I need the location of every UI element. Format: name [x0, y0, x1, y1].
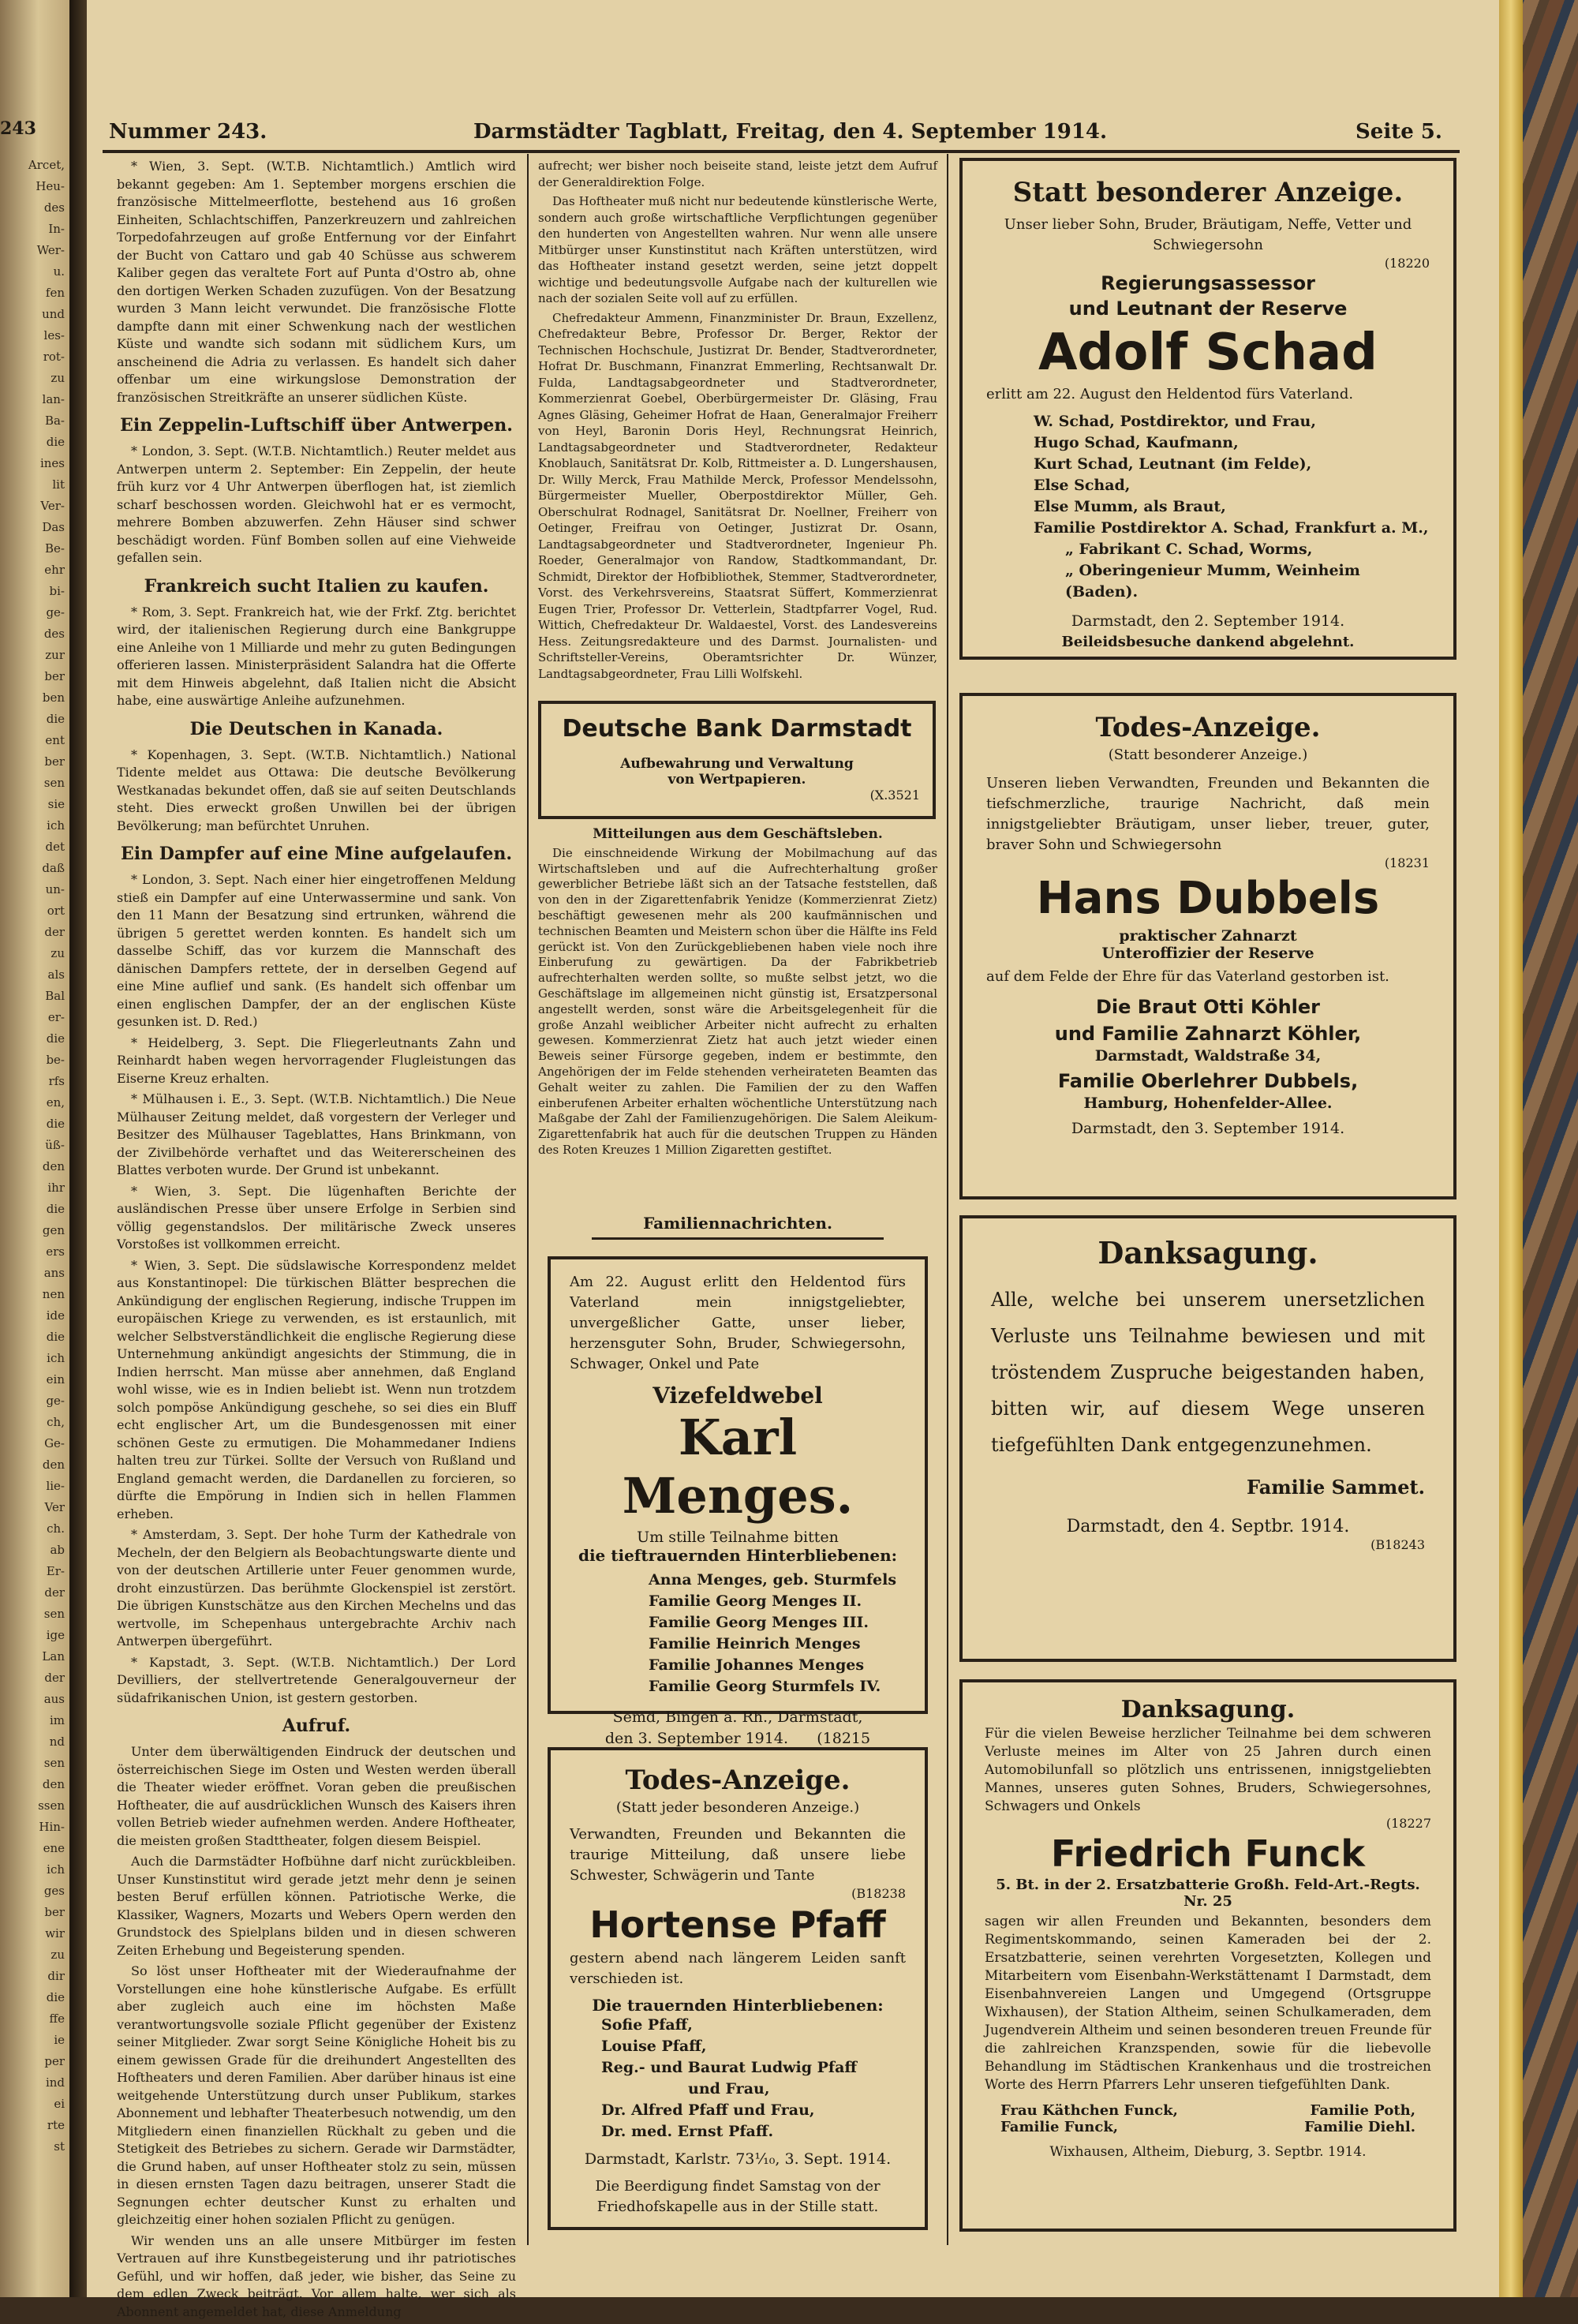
previous-page-line: ge- [46, 1394, 65, 1408]
previous-page-line: gen [42, 1223, 65, 1237]
dubbels-name: Hans Dubbels [1036, 873, 1380, 924]
previous-page-fragment [0, 0, 69, 2297]
schad-name: Adolf Schad [1038, 324, 1378, 382]
previous-page-line: zur [45, 648, 65, 662]
obituary-hortense-pfaff [548, 1747, 928, 2230]
previous-page-line: im [49, 1713, 65, 1727]
schad-family-7: „ Fabrikant C. Schad, Worms, [1065, 541, 1313, 558]
column-rule-1 [527, 154, 529, 2245]
previous-page-line: zu [50, 1948, 65, 1962]
sammet-text: Alle, welche bei unserem unersetzlichen Verluste uns Teilnahme bewiesen und mit tröstendem Zuspruche beigestanden haben, bitten wir, auf diesem Wege unseren tiefgefühlten Dank entgegenzunehmen. [991, 1289, 1425, 1456]
previous-page-line: Heu- [36, 179, 65, 193]
aufruf-para-3: So löst unser Hoftheater mit der Wiederaufnahme der Vorstellungen eine hohe künstlerische Aufgabe. Es erfüllt aber zugleich auch eine im höchsten Maße verantwortungsvolle soziale Pflicht gegenüber der Existenz seiner Mitglieder. Zwar sorgt Seine Königliche Hoheit bis zu einem gewissen Grade für die dreihundert Angestellten des Hoftheaters und deren Familien. Aber darüber hinaus ist eine weitgehende Unterstützung durch unser Publikum, starkes Abonnement und lebhafter Theaterbesuch notwendig, um den Mitgliedern einen finanziellen Rückhalt zu geben und die Stetigkeit des Betriebes zu sichern. Gerade wir Darmstädter, die Grund haben, auf unser Hoftheater stolz zu sein, müssen in diesen ernsten Tagen dazu beitragen, unserer Stadt die Segnungen echter deutscher Kunst zu erhalten und gleichzeitig einer hohen sozialen Pflicht zu genügen. [117, 1963, 516, 2227]
previous-page-line: ges [43, 1884, 65, 1898]
previous-page-line: ich [47, 818, 65, 833]
previous-page-line: Bal [45, 989, 65, 1003]
newspaper-page [87, 0, 1499, 2319]
previous-page-line: rfs [48, 1074, 65, 1088]
schad-family-4: Else Schad, [1034, 477, 1131, 494]
news-kapstadt: * Kapstadt, 3. Sept. (W.T.B. Nichtamtlich.) Der Lord Devilliers, der stellvertretende Generalgouverneur der südafrikanischen Union, ist gestern gestorben. [117, 1654, 516, 1705]
funck-sig-1a: Frau Käthchen Funck, [1000, 2102, 1178, 2119]
obituary-hans-dubbels [959, 693, 1456, 1199]
funck-code: (18227 [1385, 1816, 1431, 1831]
schad-intro: Unser lieber Sohn, Bruder, Bräutigam, Neffe, Vetter und Schwiegersohn [1004, 216, 1412, 253]
schad-code: (18220 [1384, 256, 1430, 271]
danksagung-sammet [959, 1215, 1456, 1662]
previous-page-line: per [44, 2054, 65, 2068]
previous-page-line: den [42, 1458, 65, 1472]
previous-page-line: lan- [42, 392, 65, 406]
dubbels-profession: praktischer Zahnarzt [1119, 927, 1297, 945]
previous-page-line: ssen [38, 1798, 65, 1813]
pfaff-family-3: Reg.- und Baurat Ludwig Pfaff [601, 2059, 858, 2076]
page-number: Seite 5. [1356, 120, 1442, 144]
sammet-title: Danksagung. [1097, 1235, 1318, 1271]
headline-aufruf: Aufruf. [282, 1716, 351, 1736]
funck-sig-row-2 [985, 2119, 1431, 2135]
previous-page-line: ie [54, 2033, 65, 2047]
previous-page-line: ich [47, 1862, 65, 1877]
previous-page-line: ehr [44, 563, 65, 577]
previous-page-line: u. [53, 264, 65, 279]
pfaff-family-1: Sofie Pfaff, [601, 2016, 693, 2034]
dubbels-rank: Unteroffizier der Reserve [1101, 945, 1314, 962]
previous-page-line: ans [43, 1266, 65, 1280]
previous-page-line: Hin- [39, 1820, 65, 1834]
funck-sig-row-1 [985, 2102, 1431, 2119]
previous-page-line: sen [43, 1607, 65, 1621]
previous-page-line: die [46, 1117, 65, 1131]
schad-rank-2: und Leutnant der Reserve [1068, 298, 1348, 320]
news-wien-flotte: * Wien, 3. Sept. (W.T.B. Nichtamtlich.) Amtlich wird bekannt gegeben: Am 1. September morgens erschien die französische Mittelmeerflotte, bestehend aus 16 großen Einheiten, Schlachtschiffen, Panzerkreuzern und zahlreichen Torpedofahrzeugen auf große Entfernung vor der Einfahrt der Bucht von Cattaro und gab 40 Schüsse aus schwerem Kaliber gegen das veraltete Fort auf Punta d'Ostro ab, ohne den dortigen Werken Schaden zuzufügen. Von der Besatzung wurden 3 Mann leicht verwundet. Die französische Flotte dampfte dann mit einer Schwenkung nach der westlichen Küste und wandte sich sodann mit südlichem Kurs, um anscheinend die Adria zu verlassen. Es handelt sich daher offenbar um eine wirkungslose Demonstration der französischen Streitkräfte an unserer südlichen Küste. [117, 159, 516, 405]
sammet-signature: Familie Sammet. [1246, 1476, 1425, 1499]
previous-page-line: ch, [47, 1415, 65, 1429]
previous-page-line: dir [47, 1969, 65, 1983]
book-edge [1499, 0, 1578, 2297]
funck-name: Friedrich Funck [1050, 1832, 1366, 1875]
schad-family-2: Hugo Schad, Kaufmann, [1034, 434, 1239, 451]
previous-page-line: ind [45, 2075, 65, 2090]
pfaff-title: Todes-Anzeige. [625, 1765, 851, 1796]
previous-page-line: die [46, 1990, 65, 2004]
previous-page-line: ab [50, 1543, 65, 1557]
previous-page-line: les- [43, 328, 65, 342]
previous-page-line: In- [48, 222, 65, 236]
previous-page-line: den [42, 1159, 65, 1173]
previous-page-line: Lan [42, 1649, 65, 1663]
schad-text: erlitt am 22. August den Heldentod fürs Vaterland. [986, 386, 1354, 402]
previous-page-line: ber [44, 669, 65, 683]
dubbels-date: Darmstadt, den 3. September 1914. [1071, 1120, 1345, 1137]
news-london-zeppelin: * London, 3. Sept. (W.T.B. Nichtamtlich.) Reuter meldet aus Antwerpen unterm 2. September: Ein Zeppelin, der heute früh kurz vor 4 Uhr Antwerpen überflogen hat, ist ziemlich scharf beschossen worden. Gleichwohl hat er es vermocht, mehrere Bomben abzuwerfen. Zehn Häuser sind schwer beschädigt worden. Fünf Bomben sollen auf eine Viehweide gefallen sein. [117, 443, 516, 565]
menges-family [649, 1570, 906, 1697]
menges-family-2: Familie Georg Menges II. [649, 1592, 862, 1610]
previous-page-line: ben [42, 690, 65, 705]
previous-page-line: nen [42, 1287, 65, 1301]
aufruf-para-4: Wir wenden uns an alle unsere Mitbürger im festen Vertrauen auf ihre Kunstbegeisterung und ihr patriotisches Gefühl, und wir hoffen, daß jeder, wie bisher, das Seine zu dem edlen Zweck beiträgt. Vor allem halte, wer sich als Abonnent angemeldet hat, diese Anmeldung [117, 2232, 516, 2319]
menges-intro: Am 22. August erlitt den Heldentod fürs Vaterland mein innigstgeliebter, unvergeßlicher Gatte, unser lieber, herzensguter Sohn, Bruder, Schwiegersohn, Schwager, Onkel und Pate [570, 1274, 906, 1372]
previous-page-line: ber [44, 754, 65, 769]
dubbels-family-4: Familie Oberlehrer Dubbels, [1057, 1070, 1359, 1092]
menges-code: (18215 [817, 1730, 871, 1747]
previous-page-line: Wer- [36, 243, 65, 257]
previous-page-line: daß [42, 861, 65, 875]
previous-page-line: en, [46, 1095, 65, 1110]
previous-page-line: lit [52, 477, 65, 492]
news-muelhausen: * Mülhausen i. E., 3. Sept. (W.T.B. Nichtamtlich.) Die Neue Mülhauser Zeitung meldet, daß vorgestern der Verleger und Besitzer des Mülhauser Tageblattes, Hans Brinkmann, von der Zivilbehörde verhaftet und das Weitererscheinen des Blattes verboten wurde. Der Grund ist unbekannt. [117, 1091, 516, 1177]
schad-family-8: „ Oberingenieur Mumm, Weinheim (Baden). [1065, 562, 1360, 601]
funck-sig-1b: Familie Poth, [1310, 2102, 1415, 2119]
previous-page-line: ge- [46, 605, 65, 619]
previous-page-line: ige [46, 1628, 65, 1642]
news-london-mine: * London, 3. Sept. Nach einer hier eingetroffenen Meldung stieß ein Dampfer auf eine Unterwassermine und sank. Von den 11 Mann der Besatzung sind ertrunken, während die übrigen 5 gerettet werden konnten. Es handelt sich um dasselbe Schiff, das vor kurzem die Mannschaft des dänischen Dampfers rettete, der in derselben Gegend auf eine Mine auflief und sank. (Es handelt sich offenbar um einen englischen Dampfer, der an der englischen Küste gesunken ist. D. Red.) [117, 872, 516, 1029]
schad-family-6: Familie Postdirektor A. Schad, Frankfurt a. M., [1034, 519, 1429, 537]
sammet-code: (B18243 [1370, 1537, 1425, 1552]
menges-place: Semd, Bingen a. Rh., Darmstadt, [612, 1708, 863, 1726]
pfaff-family-6: Dr. med. Ernst Pfaff. [601, 2123, 774, 2140]
previous-page-line: die [46, 1330, 65, 1344]
menges-family-4: Familie Heinrich Menges [649, 1635, 861, 1652]
previous-page-line: aus [43, 1692, 65, 1706]
news-amsterdam: * Amsterdam, 3. Sept. Der hohe Turm der Kathedrale von Mecheln, der den Belgiern als Beobachtungswarte diente und von der deutschen Artillerie unter Feuer genommen wurde, droht einzustürzen. Das berühmte Glockenspiel ist zerstört. Die übrigen Kunstschätze aus den Kirchen Mechelns und das wertvolle, im Schepenhaus untergebrachte Archiv nach Antwerpen übergeführt. [117, 1527, 516, 1649]
pfaff-family-5: Dr. Alfred Pfaff und Frau, [601, 2101, 815, 2119]
aufruf-para-2: Auch die Darmstädter Hofbühne darf nicht zurückbleiben. Unser Kunstinstitut wird gerade jetzt mehr denn je seinen besten Beruf erfüllen können. Patriotische Werke, die Klassiker, Wagners, Mozarts und Webers Opern werden den Grundstock des Spielplans bilden und in diesen schweren Zeiten Erhebung und Begeisterung spenden. [117, 1854, 516, 1958]
headline-zeppelin: Ein Zeppelin-Luftschiff über Antwerpen. [120, 415, 513, 436]
pfaff-burial: Die Beerdigung findet Samstag von der Friedhofskapelle aus in der Stille statt. [595, 2178, 881, 2215]
previous-page-line: die [46, 1031, 65, 1046]
previous-page-line: fen [45, 286, 65, 300]
aufruf-continued: aufrecht; wer bisher noch beiseite stand, leiste jetzt dem Aufruf der Generaldirektion Folge. [538, 159, 937, 189]
previous-page-line: ei [54, 2097, 65, 2111]
pfaff-intro: Verwandten, Freunden und Bekannten die traurige Mitteilung, daß unsere liebe Schwester, Schwägerin und Tante [570, 1826, 906, 1884]
funck-place: Wixhausen, Altheim, Dieburg, 3. Septbr. 1914. [1049, 2144, 1367, 2160]
previous-page-line: die [46, 712, 65, 726]
previous-page-line: ihr [47, 1181, 65, 1195]
menges-ask: Um stille Teilnahme bitten [637, 1529, 839, 1546]
schad-family-3: Kurt Schad, Leutnant (im Felde), [1034, 455, 1312, 473]
headline-familiennachrichten: Familiennachrichten. [643, 1214, 832, 1233]
bank-ad-code: (X.3521 [869, 788, 920, 803]
dubbels-intro: Unseren lieben Verwandten, Freunden und Bekannten die tiefschmerzliche, traurige Nachricht, daß mein innigstgeliebter Bräutigam, unser lieber, treuer, guter, braver Sohn und Schwiegersohn [986, 775, 1430, 853]
ad-deutsche-bank [538, 701, 936, 819]
previous-page-line: sen [43, 1756, 65, 1770]
pfaff-code: (B18238 [851, 1886, 906, 1901]
geschaeft-text: Die einschneidende Wirkung der Mobilmachung auf das Wirtschaftsleben und auf die Aufrechterhaltung großer gewerblicher Betriebe läßt sich an der Tatsache feststellen, daß von den in der Zigarettenfabrik Yenidze (Kommerzienrat Zietz) beschäftigt gewesenen mehr als 200 kaufmännischen und technischen Beamten und Meistern schon über die Hälfte ins Feld gerückt ist. Von den Zurückgebliebenen haben viele noch ihre Einberufung zu gewärtigen. Da der Fabrikbetrieb aufrechterhalten werden sollte, so mußte selbst jetzt, wo die Geschäftslage im allgemeinen nicht günstig ist, Ersatzpersonal angestellt werden, sonst wäre die Arbeitsgelegenheit für die große Anzahl weiblicher Arbeiter nicht aufrecht zu erhalten gewesen. Kommerzienrat Zietz hat auch jetzt wieder einen Beweis seiner Fürsorge gegeben, indem er bestimmte, den Angehörigen der im Felde stehenden verheirateten Beamten das Gehalt weiter zu zahlen. Die Familien der zu den Waffen einberufenen Arbeiter erhalten wöchentliche Unterstützung nach Maßgabe der Zahl der Familienzugehörigen. Die Salem Aleikum-Zigarettenfabrik hat auch für die deutschen Truppen zu Händen des Roten Kreuzes 1 Million Zigaretten gestiftet. [538, 845, 937, 1157]
pfaff-name: Hortense Pfaff [589, 1903, 886, 1946]
bank-service-1: Aufbewahrung und Verwaltung [620, 756, 854, 772]
news-wien-indien: * Wien, 3. Sept. Die südslawische Korrespondenz meldet aus Konstantinopel: Die türkischen Blätter besprechen die Ankündigung der englischen Regierung, indische Truppen im europäischen Kriege zu verwenden, es ist erstaunlich, mit welcher Selbstverständlichkeit die englische Regierung diese Unternehmung ankündigt angesichts der Stimmung, die in Indien herrscht. Man müsse aber annehmen, daß England wohl wisse, wie es in Indien beliebt ist. Wenn nun trotzdem solch pompöse Ankündigung geschehe, so sei dies ein Bluff echt englischer Art, um die Bundesgenossen mit einer schönen Geste zu ermutigen. Die Mohammedaner Indiens halten treu zur Türkei. Sollte der Versuch von Rußland und England gemacht werden, die Dardanellen zu forcieren, so dürfte die Empörung in Indien sich in hellen Flammen erheben. [117, 1257, 516, 1521]
schad-note: Beileidsbesuche dankend abgelehnt. [1061, 634, 1355, 650]
header-rule [103, 150, 1460, 153]
headline-mitteilungen: Mitteilungen aus dem Geschäftsleben. [593, 826, 883, 842]
previous-page-line: der [44, 1585, 65, 1600]
previous-page-line: der [44, 925, 65, 939]
previous-page-line: ene [43, 1841, 65, 1855]
previous-page-line: ber [44, 1905, 65, 1919]
previous-page-line: Das [42, 520, 65, 534]
previous-page-line: Er- [46, 1564, 65, 1578]
previous-page-line: Be- [45, 541, 65, 556]
fam-divider [592, 1237, 884, 1240]
previous-page-line: Ba- [44, 414, 65, 428]
previous-page-line: ide [46, 1308, 65, 1323]
gilt-edge [1499, 0, 1523, 2297]
menges-date-text: den 3. September 1914. [604, 1730, 788, 1747]
news-heidelberg: * Heidelberg, 3. Sept. Die Fliegerleutnants Zahn und Reinhardt haben wegen hervorragender Flugleistungen das Eiserne Kreuz erhalten. [117, 1035, 516, 1086]
previous-page-line: lie- [46, 1479, 65, 1493]
bank-name: Deutsche Bank Darmstadt [562, 715, 912, 743]
previous-page-line: ein [46, 1372, 65, 1387]
previous-page-line: des [43, 627, 65, 641]
aufruf-para-1: Unter dem überwältigenden Eindruck der deutschen und österreichischen Siege im Osten und Westen werden überall die Theater wieder eröffnet. Voran geben die preußischen Hoftheater, die auf ausdrücklichen Wunsch des Kaisers ihren vollen Betrieb wieder aufnehmen werden. Andere Hoftheater, die meisten großen Stadttheater, folgen diesem Beispiel. [117, 1744, 516, 1848]
previous-page-line: als [47, 967, 65, 982]
dubbels-text: auf dem Felde der Ehre für das Vaterland gestorben ist. [986, 968, 1389, 985]
previous-page-line: sie [47, 797, 65, 811]
pfaff-mourners: Die trauernden Hinterbliebenen: [592, 1996, 884, 2015]
previous-page-line: ort [47, 904, 65, 918]
previous-page-line: nd [49, 1735, 65, 1749]
previous-page-line: ines [39, 456, 65, 470]
obituary-adolf-schad [959, 158, 1456, 660]
previous-page-line: ers [46, 1244, 65, 1259]
previous-page-line: ffe [49, 2012, 65, 2026]
menges-family-6: Familie Georg Sturmfels IV. [649, 1678, 881, 1695]
dubbels-family-1: Die Braut Otti Köhler [1095, 996, 1321, 1018]
menges-date [570, 1728, 906, 1750]
previous-page-line: st [54, 2139, 65, 2154]
pfaff-family-2: Louise Pfaff, [601, 2038, 707, 2055]
previous-page-line: ich [47, 1351, 65, 1365]
funck-text: sagen wir allen Freunden und Bekannten, besonders dem Regimentskommando, seinen Kameraden bei der 2. Ersatzbatterie, seinen verehrten Vorgesetzten, Kollegen und Mitarbeitern vom Eisenbahn-Werkstättenamt I Darmstadt, dem Eisenbahnvereien Langen und Umgegend (Ortsgruppe Wixhausen), der Station Altheim, seinen Schulkameraden, dem Jugendverein Altheim und seinen besonderen treuen Freunde für die zahlreichen Kranzspenden, sowie für die liebevolle Behandlung im Städtischen Krankenhaus und die trostreichen Worte des Herrn Pfarrers Lehr unseren tiefgefühlten Dank. [985, 1914, 1431, 2093]
aufruf-signatories: Chefredakteur Ammenn, Finanzminister Dr. Braun, Exzellenz, Chefredakteur Bebre, Professor Dr. Berger, Rektor der Technischen Hochschule, Justizrat Dr. Bender, Stadtverordneter, Hofrat Dr. Buschmann, Finanzrat Emmerling, Rechtsanwalt Dr. Fulda, Landtagsabgeordneter und Stadtverordneter, Kommerzienrat Goebel, Oberbürgermeister Dr. Gläsing, Frau Agnes Gläsing, Geheimer Hofrat de Haan, Generalmajor Freiherr von Heyl, Baronin Doris Heyl, Rechnungsrat Heinrich, Landtagsabgeordneter und Stadtverordneter, Redakteur Knoblauch, Sanitätsrat Dr. Kolb, Rittmeister a. D. Lungershausen, Dr. Willy Merck, Frau Mathilde Merck, Professor Mendelssohn, Bürgermeister Mueller, Oberpostdirektor Müller, Geh. Oberschulrat Rodnagel, Sanitätsrat Dr. Noellner, Freiherr von Oetinger, Freifrau von Oetinger, Justizrat Dr. Osann, Landtagsabgeordneter und Stadtverordneter, Ingenieur Ph. Roeder, Generalmajor von Randow, Stadtkommandant, Dr. Schmidt, Direktor der Hofbibliothek, Stemmer, Stadtverordneter, Vorst. des Verkehrsvereins, Staatsrat Süffert, Kommerzienrat Eugen Trier, Professor Dr. Vetterlein, Stadtpfarrer Vogel, Rud. Wittich, Chefredakteur Dr. Waldaestel, Vorst. des Landesvereins Hess. Zeitungsredakteure und des Darmst. Journalisten- und Schriftsteller-Vereins, Oberamtsrichter Dr. Wünzer, Landtagsabgeordneter, Frau Lilli Wolfskehl. [538, 310, 937, 681]
masthead-title: Darmstädter Tagblatt, Freitag, den 4. September 1914. [473, 120, 1108, 144]
previous-page-line: rte [47, 2118, 65, 2132]
funck-sig-2a: Familie Funck, [1000, 2119, 1119, 2135]
news-rom: * Rom, 3. Sept. Frankreich hat, wie der Frkf. Ztg. berichtet wird, der italienischen Regierung durch eine Bankgruppe eine Anleihe von 1 Milliarde und mehr zu guten Bedingungen offerieren lassen. Ministerpräsident Salandra hat die Offerte mit dem Hinweis abgelehnt, daß Italien nicht die Absicht habe, eine auswärtige Anleihe aufzunehmen. [117, 604, 516, 708]
news-wien-serbien: * Wien, 3. Sept. Die lügenhaften Berichte der ausländischen Presse über unsere Erfolge in Serbien sind völlig gegenstandslos. Der militärische Zweck unseres Vorstoßes ist vollkommen erreicht. [117, 1183, 516, 1252]
dubbels-family-2: und Familie Zahnarzt Köhler, [1054, 1023, 1362, 1045]
previous-page-line: Ge- [44, 1436, 65, 1450]
pfaff-text: gestern abend nach längerem Leiden sanft verschieden ist. [570, 1950, 906, 1987]
menges-family-3: Familie Georg Menges III. [649, 1614, 869, 1631]
pfaff-sub: (Statt jeder besonderen Anzeige.) [615, 1799, 860, 1816]
previous-page-line: ent [45, 733, 65, 747]
previous-page-line: üß- [45, 1138, 65, 1152]
previous-page-line: bi- [49, 584, 65, 598]
funck-intro: Für die vielen Beweise herzlicher Teilnahme bei dem schweren Verluste meines im Alter von 25 Jahren durch einen Automobilunfall so plötzlich uns entrissenen, innigstgeliebten Mannes, unseres guten Sohnes, Bruders, Schwiegersohnes, Schwagers und Onkels [985, 1726, 1431, 1814]
dubbels-code: (18231 [1384, 855, 1430, 870]
pfaff-family-4: und Frau, [688, 2080, 770, 2098]
schad-rank-1: Regierungsassessor [1101, 272, 1315, 294]
previous-page-line: die [46, 1202, 65, 1216]
schad-family-5: Else Mumm, als Braut, [1034, 498, 1226, 515]
menges-family-5: Familie Johannes Menges [649, 1656, 865, 1674]
previous-page-line: wir [45, 1926, 65, 1940]
dubbels-family-3: Darmstadt, Waldstraße 34, [1094, 1047, 1322, 1065]
previous-page-line: der [44, 1671, 65, 1685]
previous-page-number: 243 [0, 118, 36, 139]
previous-page-line: be- [46, 1053, 65, 1067]
column-geschaeftsleben [538, 827, 937, 1162]
schad-family-1: W. Schad, Postdirektor, und Frau, [1034, 413, 1316, 430]
sammet-date: Darmstadt, den 4. Septbr. 1914. [1066, 1517, 1350, 1536]
previous-page-line: Ver- [40, 499, 65, 513]
book-gutter [69, 0, 87, 2297]
previous-page-line: rot- [43, 350, 65, 364]
column-aufruf-cont [538, 158, 937, 685]
pfaff-date: Darmstadt, Karlstr. 73¹⁄₁₀, 3. Sept. 1914. [584, 2150, 892, 2168]
headline-frankreich: Frankreich sucht Italien zu kaufen. [144, 575, 489, 597]
headline-dampfer: Ein Dampfer auf eine Mine aufgelaufen. [120, 844, 513, 864]
previous-page-line: er- [47, 1010, 65, 1024]
previous-page-line: zu [50, 371, 65, 385]
schad-date: Darmstadt, den 2. September 1914. [1071, 612, 1345, 630]
previous-page-line: sen [43, 776, 65, 790]
previous-page-line: die [46, 435, 65, 449]
issue-number: Nummer 243. [109, 120, 267, 144]
previous-page-line: den [42, 1777, 65, 1791]
previous-page-line: und [42, 307, 65, 321]
dubbels-title: Todes-Anzeige. [1095, 712, 1321, 743]
dubbels-sub: (Statt besonderer Anzeige.) [1108, 747, 1308, 763]
menges-rank: Vizefeldwebel [653, 1383, 823, 1409]
previous-page-line: det [45, 840, 65, 854]
previous-page-line: Arcet, [28, 158, 65, 172]
schad-title: Statt besonderer Anzeige. [1012, 177, 1404, 208]
previous-page-line: des [43, 200, 65, 215]
column-news [117, 158, 516, 2324]
news-kopenhagen: * Kopenhagen, 3. Sept. (W.T.B. Nichtamtlich.) National Tidente meldet aus Ottawa: Die deutsche Bevölkerung Westkanadas bekundet offen, daß sie auf seiten Deutschlands steht. Dies erweckt großen Unwillen bei der übrigen Bevölkerung; man befürchtet Unruhen. [117, 747, 516, 833]
funck-sig-2b: Familie Diehl. [1304, 2119, 1415, 2135]
menges-family-1: Anna Menges, geb. Sturmfels [649, 1571, 897, 1589]
bank-service-2: von Wertpapieren. [667, 772, 806, 788]
funck-unit: 5. Bt. in der 2. Ersatzbatterie Großh. Feld-Art.-Regts. Nr. 25 [996, 1877, 1420, 1910]
previous-page-line: Ver [44, 1500, 65, 1514]
previous-page-line: zu [50, 946, 65, 960]
previous-page-line: un- [45, 882, 65, 896]
previous-page-line: ch. [47, 1521, 65, 1536]
danksagung-funck [959, 1679, 1456, 2232]
obituary-karl-menges [548, 1256, 928, 1747]
schad-family [1034, 411, 1430, 603]
pfaff-family [601, 2015, 906, 2142]
menges-mourners: die tieftrauernden Hinterbliebenen: [578, 1546, 898, 1565]
headline-kanada: Die Deutschen in Kanada. [189, 718, 443, 739]
menges-name: Karl Menges. [622, 1409, 854, 1525]
column-rule-2 [947, 154, 948, 2245]
dubbels-family-5: Hamburg, Hohenfelder-Allee. [1083, 1095, 1333, 1112]
funck-title: Danksagung. [1120, 1696, 1296, 1723]
aufruf-continued-2: Das Hoftheater muß nicht nur bedeutende künstlerische Werte, sondern auch große wirtschaftliche Verpflichtungen gegenüber den hunderten von Angestellten wahren. Nur wenn alle unsere Mitbürger unser Kunstinstitut nach Kräften unterstützen, wird das Hoftheater instand gesetzt werden, seine jetzt doppelt wichtige und bedeutungsvolle Aufgabe nach der kulturellen wie nach der sozialen Seite voll auf zu erfüllen. [538, 194, 937, 305]
